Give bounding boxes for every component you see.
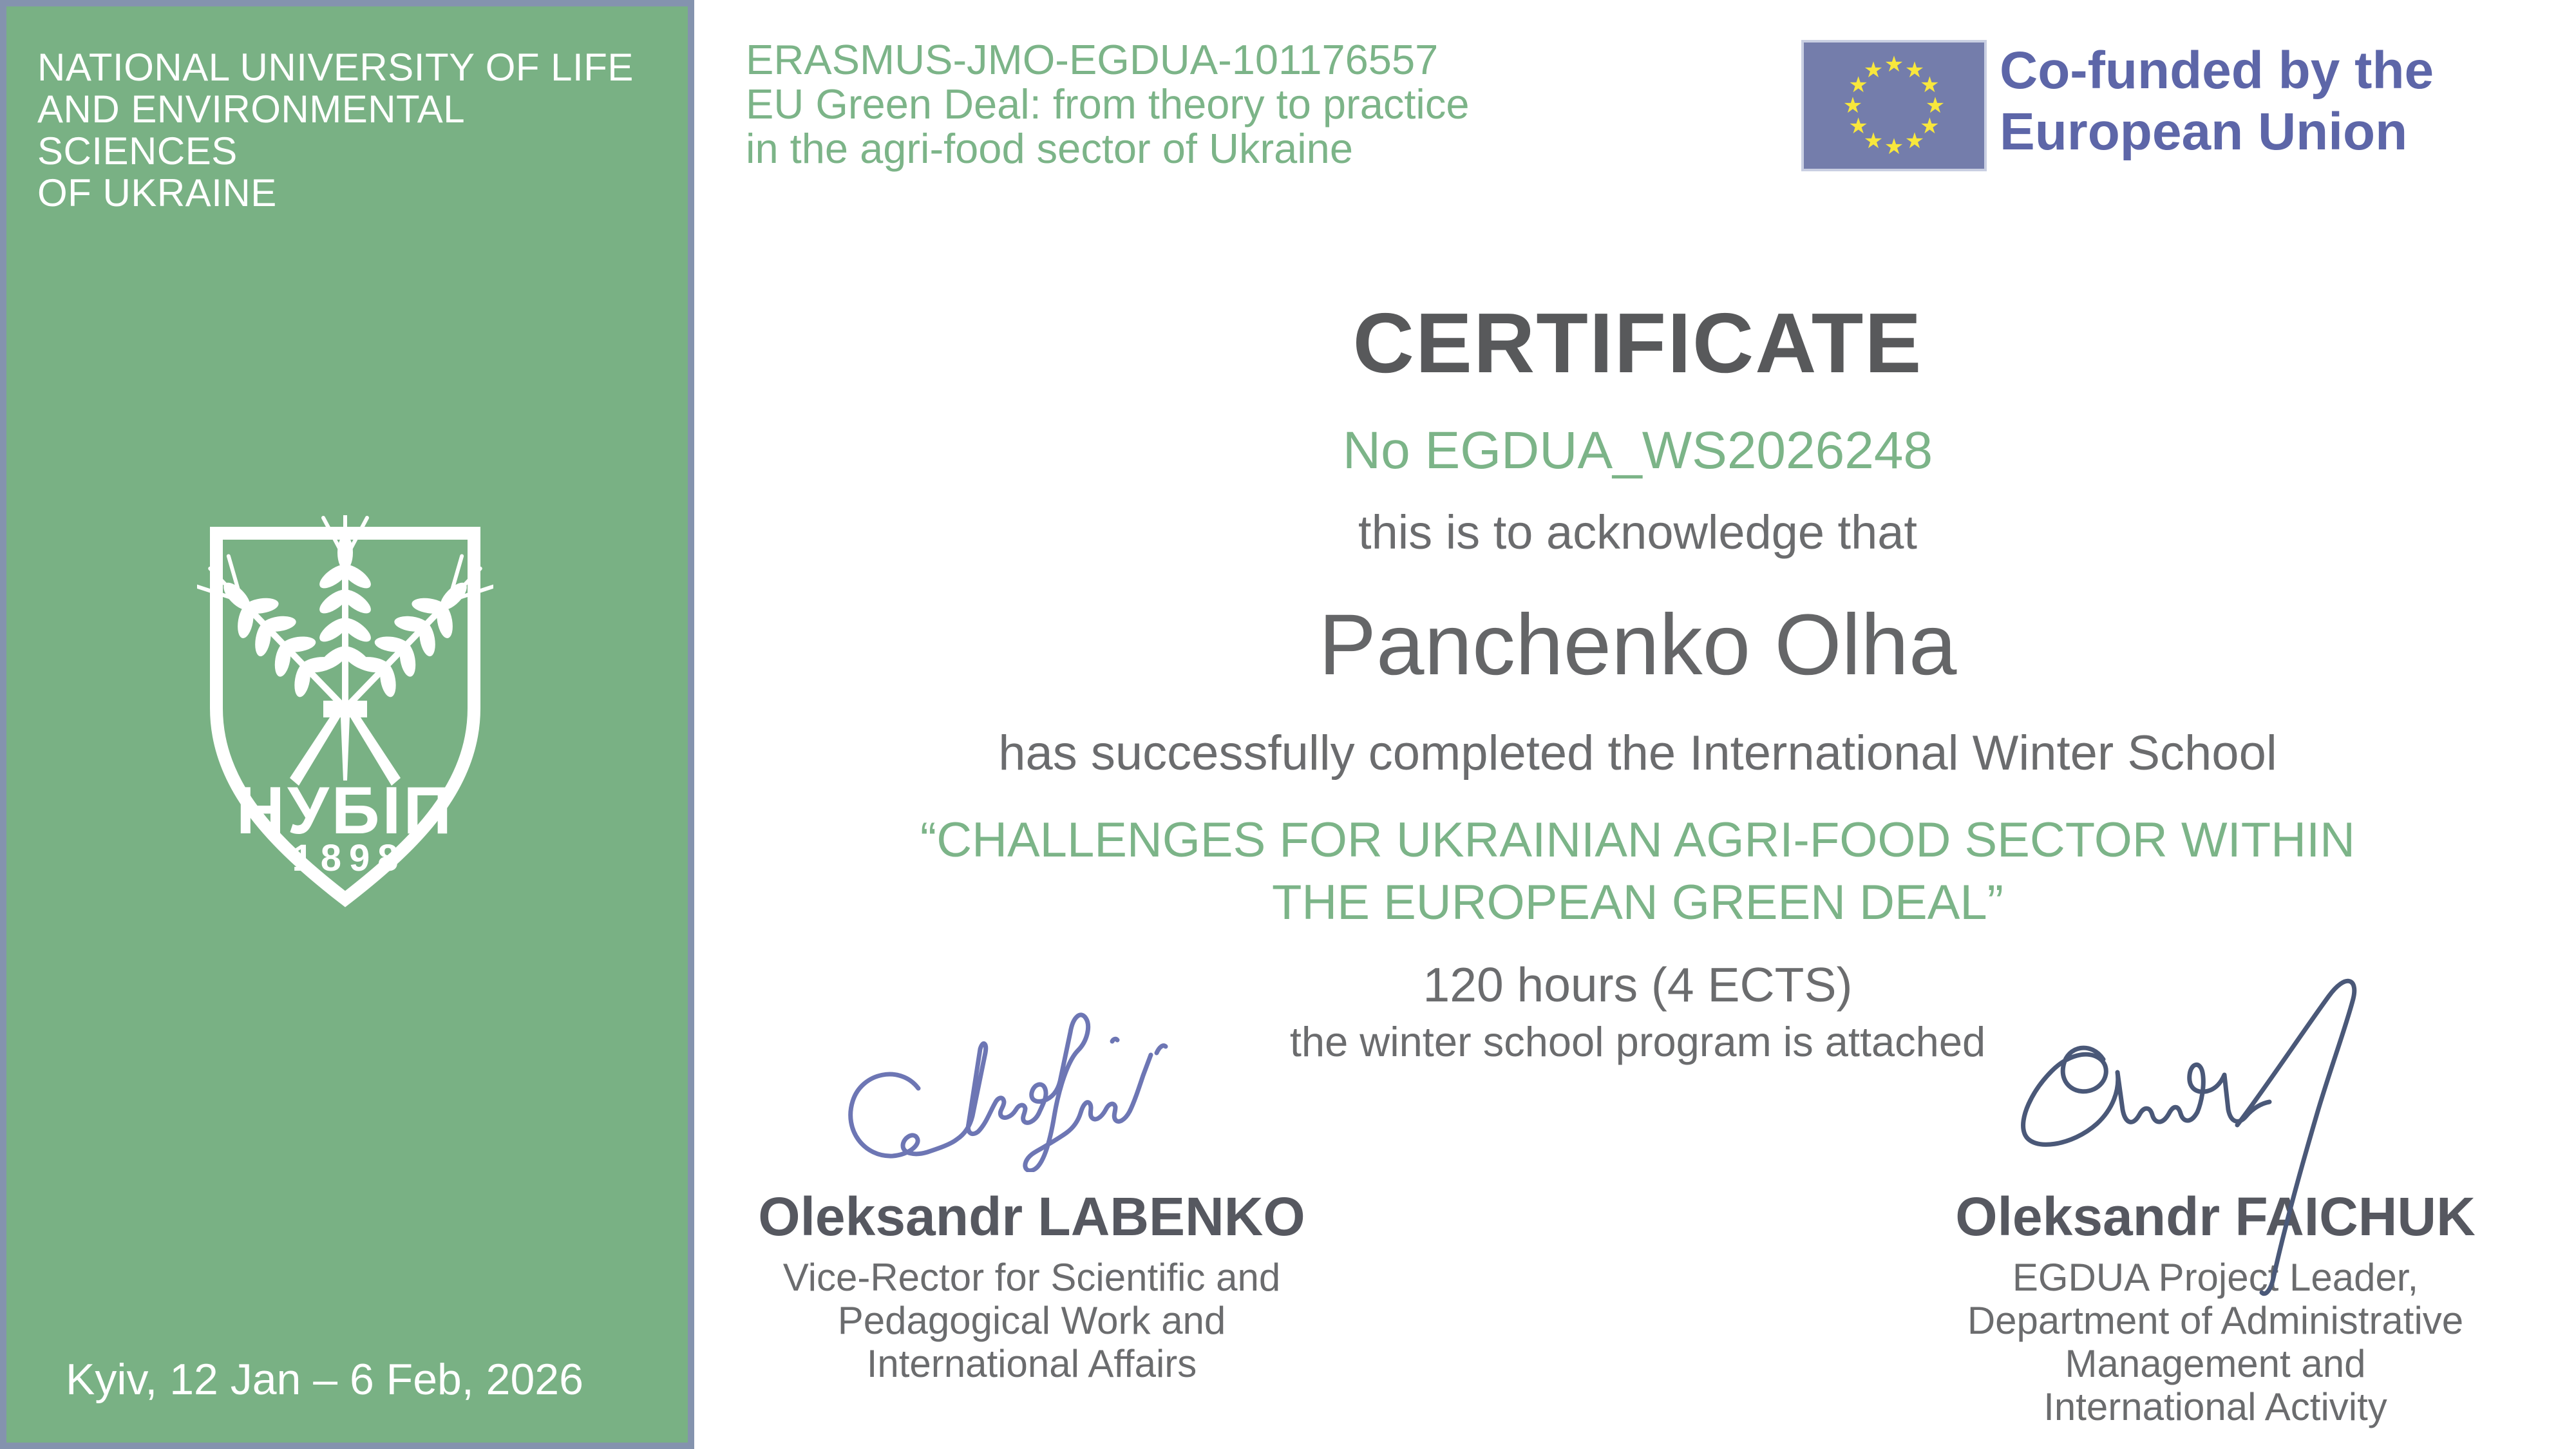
workload-line: 120 hours (4 ECTS) (1423, 958, 1853, 1012)
certificate-number: No EGDUA_WS2026248 (1342, 421, 1933, 480)
eu-star-icon: ★ (1884, 135, 1904, 159)
wheat-ears-icon (197, 515, 493, 786)
signature-right-icon (1977, 956, 2396, 1356)
signatory-left-title (710, 1256, 1354, 1385)
university-name (37, 46, 668, 214)
attachment-note: the winter school program is attached (1289, 1018, 1986, 1065)
signatory-right-name: Oleksandr FAICHUK (1955, 1186, 2476, 1247)
signatory-left-name: Oleksandr LABENKO (758, 1186, 1305, 1247)
project-title-line1: EU Green Deal: from theory to practice (746, 80, 1470, 128)
university-name-line2: AND ENVIRONMENTAL SCIENCES (37, 88, 464, 173)
eu-star-icon: ★ (1848, 73, 1868, 97)
eu-cofunded-line1: Co-funded by the (2000, 41, 2434, 100)
completion-line: has successfully completed the International Winter School (998, 726, 2277, 781)
eu-star-icon: ★ (1920, 114, 1940, 138)
signatory-left-title-line1: Vice-Rector for Scientific and (782, 1256, 1281, 1299)
eu-star-icon: ★ (1842, 93, 1863, 118)
course-title-line1: “CHALLENGES FOR UKRAINIAN AGRI-FOOD SECTOR WITHIN (920, 813, 2356, 867)
signatory-left-title-line3: International Affairs (866, 1342, 1197, 1385)
eu-star-icon: ★ (1920, 73, 1940, 97)
university-name-line3: OF UKRAINE (37, 171, 277, 214)
project-code: ERASMUS-JMO-EGDUA-101176557 (746, 36, 1439, 83)
project-title-line2: in the agri-food sector of Ukraine (746, 125, 1353, 172)
eu-star-icon: ★ (1925, 93, 1946, 118)
university-name-line1: NATIONAL UNIVERSITY OF LIFE (37, 46, 634, 89)
logo-year: 1898 (292, 837, 406, 879)
eu-star-icon: ★ (1863, 57, 1884, 82)
left-green-panel (0, 0, 694, 1449)
certificate-title: CERTIFICATE (1352, 296, 1923, 390)
place-and-date: Kyiv, 12 Jan – 6 Feb, 2026 (66, 1355, 583, 1404)
eu-star-icon: ★ (1884, 52, 1904, 77)
university-shield-logo-icon (197, 515, 493, 920)
eu-star-icon: ★ (1904, 129, 1925, 154)
logo-abbr: НУБІП (236, 773, 455, 848)
eu-star-icon: ★ (1848, 114, 1868, 138)
recipient-name: Panchenko Olha (1318, 597, 1957, 693)
signatory-left-title-line2: Pedagogical Work and (837, 1299, 1226, 1342)
signature-left-icon (831, 969, 1179, 1172)
signatory-right-title-line2: Department of Administrative (1967, 1299, 2464, 1342)
course-title-line2: THE EUROPEAN GREEN DEAL” (1272, 875, 2003, 930)
signatory-right-title-line3: Management and (2065, 1342, 2366, 1385)
eu-cofunded-line2: European Union (2000, 102, 2408, 161)
signatory-right-title-line1: EGDUA Project Leader, (2012, 1256, 2419, 1299)
acknowledge-line: this is to acknowledge that (1358, 506, 1917, 559)
eu-star-icon: ★ (1904, 57, 1925, 82)
signatory-right-title-line4: International Activity (2043, 1385, 2387, 1428)
eu-star-icon: ★ (1863, 129, 1884, 154)
